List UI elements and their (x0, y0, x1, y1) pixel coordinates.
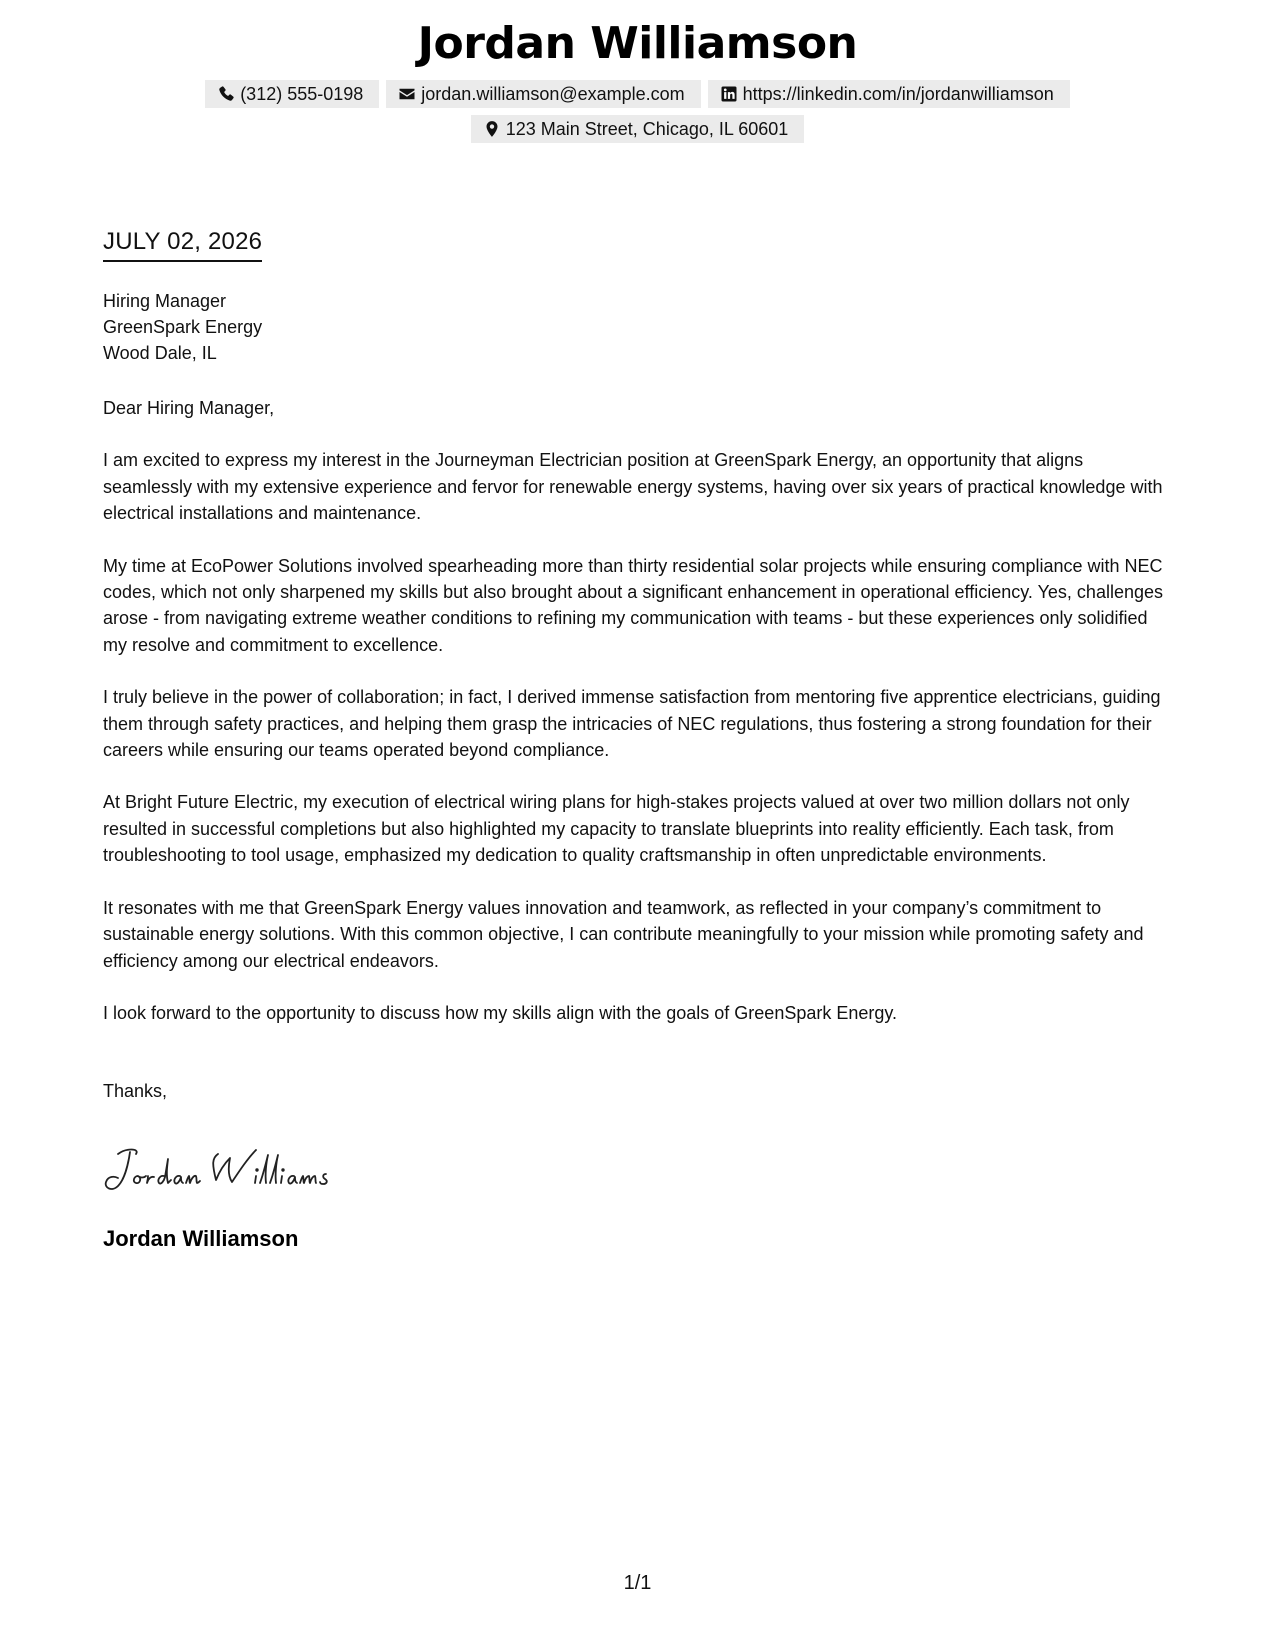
paragraph: At Bright Future Electric, my execution of electrical wiring plans for high-stakes projects valued at over two million dollars not only resulted in successful completions but also highlighted my capacity to translate blueprints into reality efficiently. Each task, from troubleshooting to tool usage, emphasized my dedication to quality craftsmanship in often unpredictable environments. (103, 792, 1130, 866)
phone-icon (217, 85, 235, 103)
paragraph: I look forward to the opportunity to discuss how my skills align with the goals of GreenSpark Energy. (103, 1002, 898, 1023)
closing: Thanks, (103, 1081, 168, 1101)
page-number: 1/1 (623, 1572, 652, 1594)
signer-name: Jordan Williamson (103, 1226, 299, 1251)
paragraph: It resonates with me that GreenSpark Energy values innovation and teamwork, as reflected in your company’s commitment to sustainable energy solutions. With this common objective, I can contribute meaningfully to your mission while promoting safety and efficiency among our electrical endeavors. (103, 897, 1144, 971)
paragraph: My time at EcoPower Solutions involved spearheading more than thirty residential solar projects while ensuring compliance with NEC codes, which not only sharpened my skills but also brought about a significant enhancement in operational efficiency. Yes, challenges arose - from navigating extreme weather conditions to refining my communication with teams - but these experiences only solidified my resolve and commitment to excellence. (103, 555, 1163, 655)
contact-row-secondary (0, 115, 1275, 143)
paragraph: I am excited to express my interest in the Journeyman Electrician position at GreenSpark Energy, an opportunity that aligns seamlessly with my extensive experience and fervor for renewable energy systems, having over six years of practical knowledge with electrical installations and maintenance. (103, 450, 1163, 524)
contact-email[interactable] (386, 80, 700, 108)
linkedin-icon (720, 85, 738, 103)
recipient-title: Hiring Manager (103, 291, 227, 311)
handwritten-signature (100, 1140, 370, 1205)
contact-phone[interactable] (205, 80, 379, 108)
phone-number: (312) 555-0198 (240, 83, 364, 104)
envelope-icon (398, 85, 416, 103)
contact-row-primary (0, 80, 1275, 108)
linkedin-url: https://linkedin.com/in/jordanwilliamson (742, 83, 1054, 104)
salutation: Dear Hiring Manager, (103, 398, 275, 418)
recipient-company: GreenSpark Energy (103, 317, 263, 337)
recipient-block (103, 288, 262, 366)
paragraph: I truly believe in the power of collaboration; in fact, I derived immense satisfaction from mentoring five apprentice electricians, guiding them through safety practices, and helping them grasp the intricacies of NEC regulations, thus fostering a strong foundation for their careers while ensuring our teams operated beyond compliance. (103, 687, 1161, 761)
map-pin-icon (483, 120, 501, 138)
applicant-name: Jordan Williamson (417, 18, 858, 69)
letter-body (103, 395, 1175, 1052)
street-address: 123 Main Street, Chicago, IL 60601 (505, 118, 789, 139)
contact-linkedin[interactable] (708, 80, 1070, 108)
email-address: jordan.williamson@example.com (421, 83, 685, 104)
recipient-location: Wood Dale, IL (103, 343, 217, 363)
contact-address (471, 115, 805, 143)
letter-date: JULY 02, 2026 (103, 228, 262, 262)
